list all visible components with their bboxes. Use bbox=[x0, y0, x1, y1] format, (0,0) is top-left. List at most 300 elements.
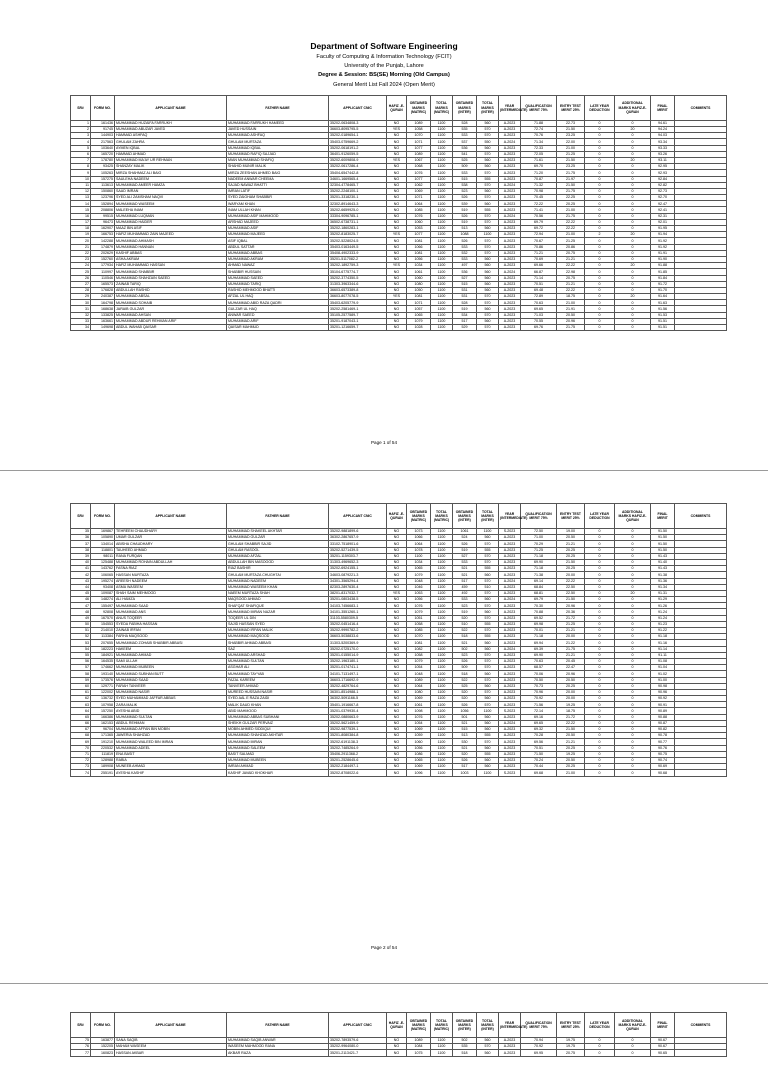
cell-test-merit: 21.00 bbox=[557, 300, 585, 306]
cell-sr: 20 bbox=[71, 238, 91, 244]
cell-year: A-2023 bbox=[499, 584, 521, 590]
cell-obt-inter: 533 bbox=[453, 170, 477, 176]
cell-cnic: 36603-1716692-9 bbox=[329, 677, 387, 683]
cell-tot-inter: 570 bbox=[477, 658, 499, 664]
cell-applicant-name: MUHAMMAD MUBEEN bbox=[115, 665, 227, 671]
cell-father-name: SHEIKH GULZAR PERVAIZ bbox=[227, 720, 329, 726]
cell-cnic: 35201-8080384-8 bbox=[329, 733, 387, 739]
cell-tot-inter: 1100 bbox=[477, 708, 499, 714]
cell-form-no: 174879 bbox=[91, 244, 115, 250]
cell-cnic: 35202-0725170-0 bbox=[329, 646, 387, 652]
cell-form-no: 166386 bbox=[91, 714, 115, 720]
cell-father-name: MUHAMMAD AKRAM bbox=[227, 256, 329, 262]
cell-qual-merit: 71.18 bbox=[521, 566, 557, 572]
column-header-sr: SR# bbox=[71, 1013, 91, 1038]
cell-father-name: MUHAMMAD ABBAS SUBHANI bbox=[227, 714, 329, 720]
cell-final-merit: 91.51 bbox=[651, 318, 675, 324]
cell-cnic: 35202-6659925-0 bbox=[329, 207, 387, 213]
cell-test-merit: 22.73 bbox=[557, 120, 585, 126]
cell-additional-marks: 20 bbox=[615, 590, 651, 596]
cell-obt-inter: 492 bbox=[453, 590, 477, 596]
cell-additional-marks: 0 bbox=[615, 634, 651, 640]
cell-late-deduction: 0 bbox=[585, 733, 615, 739]
cell-obt-inter: 519 bbox=[453, 609, 477, 615]
cell-hafiz: NO bbox=[387, 646, 407, 652]
cell-hafiz: YES bbox=[387, 590, 407, 596]
cell-tot-inter: 570 bbox=[477, 665, 499, 671]
cell-obt-inter: 519 bbox=[453, 306, 477, 312]
cell-additional-marks: 0 bbox=[615, 720, 651, 726]
column-header-tot-inter: TOTAL MARKS (INTER) bbox=[477, 95, 499, 120]
cell-additional-marks: 0 bbox=[615, 628, 651, 634]
cell-late-deduction: 0 bbox=[585, 646, 615, 652]
cell-obt-matric: 1068 bbox=[407, 164, 431, 170]
cell-father-name: MUHAMMAD IRFAN MALIK bbox=[227, 628, 329, 634]
cell-qual-merit: 69.94 bbox=[521, 640, 557, 646]
cell-father-name: ABDUL SATTAR bbox=[227, 244, 329, 250]
cell-obt-inter: 515 bbox=[453, 176, 477, 182]
cell-father-name: MUHAMMAD ABID RAZA QADRI bbox=[227, 300, 329, 306]
cell-final-merit: 91.92 bbox=[651, 244, 675, 250]
cell-tot-inter: 560 bbox=[477, 572, 499, 578]
cell-obt-inter: 532 bbox=[453, 250, 477, 256]
cell-final-merit: 91.64 bbox=[651, 294, 675, 300]
cell-applicant-name: MUHAMMAD ABDUR REHMAN ARIF bbox=[115, 318, 227, 324]
column-header-hafiz: HAFIZ -E-QURAN bbox=[387, 504, 407, 529]
cell-form-no: 167570 bbox=[91, 615, 115, 621]
cell-father-name: MUHAMMAD RAFIQ SAJJAD bbox=[227, 151, 329, 157]
cell-late-deduction: 0 bbox=[585, 219, 615, 225]
table-row bbox=[71, 325, 727, 331]
cell-qual-merit: 70.67 bbox=[521, 238, 557, 244]
cell-late-deduction: 0 bbox=[585, 195, 615, 201]
cell-hafiz: NO bbox=[387, 195, 407, 201]
cell-test-merit: 21.50 bbox=[557, 559, 585, 565]
cell-tot-matric: 1100 bbox=[431, 201, 453, 207]
cell-year: A-2023 bbox=[499, 566, 521, 572]
cell-tot-matric: 1100 bbox=[431, 318, 453, 324]
cell-test-merit: 20.25 bbox=[557, 764, 585, 770]
cell-qual-merit: 70.44 bbox=[521, 764, 557, 770]
cell-test-merit: 20.50 bbox=[557, 535, 585, 541]
cell-father-name: WARYAM KHAN bbox=[227, 201, 329, 207]
cell-final-merit: 90.88 bbox=[651, 714, 675, 720]
cell-tot-matric: 1100 bbox=[431, 226, 453, 232]
cell-hafiz: NO bbox=[387, 207, 407, 213]
cell-hafiz: YES bbox=[387, 157, 407, 163]
cell-obt-matric: 1065 bbox=[407, 566, 431, 572]
cell-additional-marks: 0 bbox=[615, 597, 651, 603]
cell-cnic: 31303-4969652-3 bbox=[329, 559, 387, 565]
cell-test-merit: 20.00 bbox=[557, 689, 585, 695]
cell-sr: 2 bbox=[71, 127, 91, 133]
cell-additional-marks: 0 bbox=[615, 207, 651, 213]
cell-sr: 62 bbox=[71, 696, 91, 702]
cell-obt-matric: 1066 bbox=[407, 244, 431, 250]
cell-hafiz: NO bbox=[387, 226, 407, 232]
cell-sr: 19 bbox=[71, 232, 91, 238]
cell-final-merit: 91.72 bbox=[651, 281, 675, 287]
cell-final-merit: 93.33 bbox=[651, 145, 675, 151]
cell-test-merit: 20.25 bbox=[557, 547, 585, 553]
cell-sr: 6 bbox=[71, 151, 91, 157]
cell-test-merit: 21.21 bbox=[557, 628, 585, 634]
cell-sr: 13 bbox=[71, 195, 91, 201]
cell-test-merit: 20.25 bbox=[557, 201, 585, 207]
cell-additional-marks: 0 bbox=[615, 671, 651, 677]
cell-hafiz: NO bbox=[387, 603, 407, 609]
cell-tot-matric: 1100 bbox=[431, 553, 453, 559]
cell-obt-inter: 527 bbox=[453, 553, 477, 559]
cell-tot-matric: 1100 bbox=[431, 207, 453, 213]
cell-test-merit: 22.22 bbox=[557, 720, 585, 726]
cell-test-merit: 20.45 bbox=[557, 658, 585, 664]
cell-qual-merit: 71.50 bbox=[521, 751, 557, 757]
cell-late-deduction: 0 bbox=[585, 671, 615, 677]
cell-sr: 51 bbox=[71, 628, 91, 634]
cell-obt-matric: 1080 bbox=[407, 281, 431, 287]
cell-tot-inter: 570 bbox=[477, 603, 499, 609]
cell-tot-inter: 560 bbox=[477, 281, 499, 287]
cell-tot-matric: 1100 bbox=[431, 238, 453, 244]
cell-applicant-name: MUHAMMAD SHAHZAIN SAEED bbox=[115, 275, 227, 281]
cell-cnic: 36603-5038833-6 bbox=[329, 634, 387, 640]
cell-tot-inter: 560 bbox=[477, 714, 499, 720]
cell-qual-merit: 68.84 bbox=[521, 584, 557, 590]
cell-sr: 58 bbox=[71, 671, 91, 677]
cell-obt-inter: 529 bbox=[453, 325, 477, 331]
cell-obt-inter: 517 bbox=[453, 578, 477, 584]
cell-tot-matric: 1100 bbox=[431, 621, 453, 627]
cell-form-no: 123796 bbox=[91, 195, 115, 201]
cell-hafiz: NO bbox=[387, 219, 407, 225]
cell-cnic: 35202-1892759-3 bbox=[329, 263, 387, 269]
cell-applicant-name: UMAR GULZAR bbox=[115, 535, 227, 541]
cell-hafiz: NO bbox=[387, 238, 407, 244]
cell-father-name: MOBIN AHMED SIDDIQUI bbox=[227, 727, 329, 733]
column-header-obt-inter: OBTAINED MARKS (INTER) bbox=[453, 95, 477, 120]
cell-sr: 35 bbox=[71, 529, 91, 535]
cell-tot-matric: 1100 bbox=[431, 127, 453, 133]
cell-additional-marks: 0 bbox=[615, 739, 651, 745]
cell-hafiz: NO bbox=[387, 702, 407, 708]
cell-hafiz: NO bbox=[387, 708, 407, 714]
cell-tot-inter: 570 bbox=[477, 151, 499, 157]
cell-additional-marks: 20 bbox=[615, 127, 651, 133]
cell-test-merit: 20.25 bbox=[557, 566, 585, 572]
cell-sr: 18 bbox=[71, 226, 91, 232]
cell-father-name: SHABBIR HUSSAIN bbox=[227, 269, 329, 275]
cell-tot-matric: 1100 bbox=[431, 628, 453, 634]
cell-obt-matric: 1081 bbox=[407, 640, 431, 646]
cell-applicant-name: MUHAMMAD MA'AY UR REHMAN bbox=[115, 157, 227, 163]
cell-father-name: SAJAD NAWAZ BHATTI bbox=[227, 182, 329, 188]
column-header-obt-matric: OBTAINED MARKS (MATRIC) bbox=[407, 95, 431, 120]
cell-obt-matric: 1069 bbox=[407, 727, 431, 733]
cell-hafiz: NO bbox=[387, 1050, 407, 1056]
cell-tot-matric: 1100 bbox=[431, 170, 453, 176]
cell-tot-matric: 1100 bbox=[431, 770, 453, 776]
cell-father-name: SAZ bbox=[227, 646, 329, 652]
merit-table bbox=[70, 95, 727, 331]
cell-father-name: ASIF IQBAL bbox=[227, 238, 329, 244]
cell-additional-marks: 0 bbox=[615, 287, 651, 293]
cell-obt-matric: 1060 bbox=[407, 275, 431, 281]
cell-father-name: MIAN MUHAMMAD SHAFIQ bbox=[227, 157, 329, 163]
cell-tot-inter: 570 bbox=[477, 244, 499, 250]
cell-additional-marks: 0 bbox=[615, 683, 651, 689]
cell-late-deduction: 0 bbox=[585, 652, 615, 658]
cell-final-merit: 92.84 bbox=[651, 176, 675, 182]
cell-applicant-name: MAHAM WASEEM bbox=[115, 1044, 227, 1050]
merit-list-title: General Merit List Fall 2024 (Open Merit) bbox=[333, 81, 435, 88]
cell-obt-inter: 519 bbox=[453, 207, 477, 213]
cell-obt-matric: 1034 bbox=[407, 263, 431, 269]
cell-obt-inter: 521 bbox=[453, 640, 477, 646]
cell-test-merit: 20.50 bbox=[557, 677, 585, 683]
cell-obt-matric: 1064 bbox=[407, 683, 431, 689]
cell-additional-marks: 0 bbox=[615, 547, 651, 553]
cell-form-no: 109087 bbox=[91, 590, 115, 596]
cell-sr: 17 bbox=[71, 219, 91, 225]
cell-tot-inter: 1100 bbox=[477, 529, 499, 535]
cell-cnic: 35202-6009808-9 bbox=[329, 157, 387, 163]
cell-sr: 49 bbox=[71, 615, 91, 621]
cell-applicant-name: HAMMAD ASHFAQ bbox=[115, 133, 227, 139]
cell-tot-matric: 1100 bbox=[431, 306, 453, 312]
cell-hafiz: NO bbox=[387, 733, 407, 739]
cell-year: A-2023 bbox=[499, 1038, 521, 1044]
cell-cnic: 31303-3963344-6 bbox=[329, 281, 387, 287]
cell-additional-marks: 0 bbox=[615, 609, 651, 615]
cell-father-name: MUHAMMAD SAEED bbox=[227, 275, 329, 281]
cell-tot-matric: 1100 bbox=[431, 133, 453, 139]
cell-tot-matric: 1100 bbox=[431, 603, 453, 609]
cell-qual-merit: 70.55 bbox=[521, 318, 557, 324]
cell-applicant-name: SHANZAY MALIK bbox=[115, 164, 227, 170]
cell-form-no: 160823 bbox=[91, 1050, 115, 1056]
cell-applicant-name: FARHA MAQSOOD bbox=[115, 634, 227, 640]
cell-test-merit: 22.98 bbox=[557, 269, 585, 275]
page-separator bbox=[0, 470, 768, 471]
cell-final-merit: 90.67 bbox=[651, 1038, 675, 1044]
cell-late-deduction: 0 bbox=[585, 1038, 615, 1044]
cell-cnic: 35408-4902333-9 bbox=[329, 250, 387, 256]
column-header-sr: SR# bbox=[71, 95, 91, 120]
column-header-comments: COMMENTS bbox=[675, 95, 727, 120]
cell-form-no: 193140 bbox=[91, 671, 115, 677]
cell-final-merit: 90.77 bbox=[651, 739, 675, 745]
cell-hafiz: NO bbox=[387, 578, 407, 584]
cell-test-merit: 21.97 bbox=[557, 176, 585, 182]
cell-obt-matric: 1065 bbox=[407, 312, 431, 318]
cell-obt-matric: 1078 bbox=[407, 547, 431, 553]
cell-final-merit: 93.34 bbox=[651, 139, 675, 145]
cell-late-deduction: 0 bbox=[585, 207, 615, 213]
cell-hafiz: NO bbox=[387, 683, 407, 689]
cell-test-merit: 22.00 bbox=[557, 139, 585, 145]
cell-cnic: 36302-5091166-5 bbox=[329, 696, 387, 702]
cell-test-merit: 21.75 bbox=[557, 325, 585, 331]
cell-form-no: 217563 bbox=[91, 139, 115, 145]
cell-hafiz: NO bbox=[387, 764, 407, 770]
cell-year: A-2023 bbox=[499, 312, 521, 318]
cell-hafiz: NO bbox=[387, 287, 407, 293]
cell-additional-marks: 0 bbox=[615, 195, 651, 201]
column-header-late-deduction: LATE YEAR DEDUCTION bbox=[585, 504, 615, 529]
cell-sr: 66 bbox=[71, 720, 91, 726]
cell-applicant-name: ZARA MALIK bbox=[115, 702, 227, 708]
cell-year: A-2023 bbox=[499, 553, 521, 559]
cell-cnic: 35202-5228024-5 bbox=[329, 238, 387, 244]
cell-applicant-name: MUHAMMAD WASEEM bbox=[115, 201, 227, 207]
cell-cnic: 35202-0634808-3 bbox=[329, 120, 387, 126]
cell-final-merit: 90.96 bbox=[651, 689, 675, 695]
cell-tot-matric: 1100 bbox=[431, 757, 453, 763]
cell-late-deduction: 0 bbox=[585, 306, 615, 312]
cell-test-merit: 21.00 bbox=[557, 232, 585, 238]
cell-obt-inter: 526 bbox=[453, 541, 477, 547]
cell-father-name: MUHAMMAD GULZAR bbox=[227, 535, 329, 541]
cell-tot-inter: 555 bbox=[477, 566, 499, 572]
cell-applicant-name: MUHAMMAD ROHAIN ABDULLAH bbox=[115, 559, 227, 565]
cell-qual-merit: 71.14 bbox=[521, 275, 557, 281]
cell-late-deduction: 0 bbox=[585, 318, 615, 324]
cell-obt-inter: 533 bbox=[453, 559, 477, 565]
cell-obt-matric: 1080 bbox=[407, 689, 431, 695]
cell-obt-matric: 1076 bbox=[407, 603, 431, 609]
cell-late-deduction: 0 bbox=[585, 689, 615, 695]
cell-tot-matric: 1100 bbox=[431, 708, 453, 714]
cell-applicant-name: MUHAMMAD AMEER HAMZA bbox=[115, 182, 227, 188]
cell-additional-marks: 0 bbox=[615, 621, 651, 627]
cell-obt-matric: 1073 bbox=[407, 529, 431, 535]
cell-year: A-2023 bbox=[499, 151, 521, 157]
cell-late-deduction: 0 bbox=[585, 559, 615, 565]
cell-test-merit: 19.75 bbox=[557, 1038, 585, 1044]
cell-form-no: 136732 bbox=[91, 696, 115, 702]
cell-obt-matric: 1085 bbox=[407, 207, 431, 213]
cell-tot-inter: 560 bbox=[477, 640, 499, 646]
cell-obt-matric: 1046 bbox=[407, 584, 431, 590]
cell-applicant-name: SYED ALI ZAMSHAM NAQVI bbox=[115, 195, 227, 201]
column-header-final-merit: FINAL MERIT bbox=[651, 1013, 675, 1038]
cell-obt-inter: 515 bbox=[453, 727, 477, 733]
cell-obt-matric: 1076 bbox=[407, 213, 431, 219]
cell-final-merit: 90.75 bbox=[651, 751, 675, 757]
cell-applicant-name: ABDULLAH RASHID bbox=[115, 287, 227, 293]
column-header-applicant-name: APPLICANT NAME bbox=[115, 1013, 227, 1038]
cell-year: S-2023 bbox=[499, 770, 521, 776]
cell-late-deduction: 0 bbox=[585, 702, 615, 708]
cell-sr: 70 bbox=[71, 745, 91, 751]
column-header-father-name: FATHER NAME bbox=[227, 95, 329, 120]
cell-tot-inter: 555 bbox=[477, 751, 499, 757]
cell-father-name: ABID MAHMOOD bbox=[227, 708, 329, 714]
cell-qual-merit: 71.61 bbox=[521, 157, 557, 163]
cell-obt-matric: 1066 bbox=[407, 535, 431, 541]
cell-tot-matric: 1100 bbox=[431, 151, 453, 157]
cell-qual-merit: 69.76 bbox=[521, 325, 557, 331]
cell-obt-inter: 518 bbox=[453, 671, 477, 677]
cell-final-merit: 91.94 bbox=[651, 232, 675, 238]
cell-additional-marks: 0 bbox=[615, 1050, 651, 1056]
cell-hafiz: NO bbox=[387, 566, 407, 572]
cell-test-merit: 21.00 bbox=[557, 145, 585, 151]
cell-tot-matric: 1100 bbox=[431, 646, 453, 652]
cell-form-no: 93408 bbox=[91, 584, 115, 590]
cell-form-no: 152760 bbox=[91, 256, 115, 262]
cell-obt-matric: 1071 bbox=[407, 300, 431, 306]
cell-cnic: 35404-6547442-8 bbox=[329, 170, 387, 176]
cell-cnic: 36401-9126059-5 bbox=[329, 151, 387, 157]
cell-father-name: MUHAMMAD TAYYAB bbox=[227, 671, 329, 677]
cell-sr: 69 bbox=[71, 739, 91, 745]
cell-year: A-2023 bbox=[499, 757, 521, 763]
cell-tot-inter: 560 bbox=[477, 1050, 499, 1056]
cell-cnic: 35202-2184497-1 bbox=[329, 764, 387, 770]
cell-additional-marks: 0 bbox=[615, 535, 651, 541]
cell-test-merit: 21.50 bbox=[557, 182, 585, 188]
cell-hafiz: NO bbox=[387, 727, 407, 733]
cell-test-merit: 21.72 bbox=[557, 714, 585, 720]
cell-applicant-name: MUHAMMAD SULTAN bbox=[115, 714, 227, 720]
cell-test-merit: 20.96 bbox=[557, 318, 585, 324]
cell-tot-inter: 560 bbox=[477, 164, 499, 170]
cell-father-name: TANVEER AHMAD bbox=[227, 683, 329, 689]
page-number: Page 1 of 54 bbox=[370, 440, 398, 445]
cell-sr: 34 bbox=[71, 325, 91, 331]
cell-late-deduction: 0 bbox=[585, 170, 615, 176]
cell-father-name: ARSHAD MAJEED bbox=[227, 219, 329, 225]
cell-test-merit: 21.21 bbox=[557, 256, 585, 262]
cell-obt-matric: 1079 bbox=[407, 318, 431, 324]
cell-late-deduction: 0 bbox=[585, 201, 615, 207]
cell-obt-inter: 459 bbox=[453, 584, 477, 590]
cell-qual-merit: 70.63 bbox=[521, 300, 557, 306]
column-header-father-name: FATHER NAME bbox=[227, 504, 329, 529]
cell-late-deduction: 0 bbox=[585, 584, 615, 590]
cell-applicant-name: SYED MUHAMMAD JAFFAR ABBAS bbox=[115, 696, 227, 702]
cell-late-deduction: 0 bbox=[585, 151, 615, 157]
cell-final-merit: 91.88 bbox=[651, 263, 675, 269]
merit-table bbox=[70, 503, 727, 777]
cell-applicant-name: SHAH SAIM MEHMOOD bbox=[115, 590, 227, 596]
column-header-qual-merit: QUALIFICATION MERIT 75% bbox=[521, 1013, 557, 1038]
cell-final-merit: 92.82 bbox=[651, 182, 675, 188]
cell-test-merit: 22.22 bbox=[557, 578, 585, 584]
cell-qual-merit: 72.50 bbox=[521, 529, 557, 535]
cell-additional-marks: 0 bbox=[615, 764, 651, 770]
cell-qual-merit: 70.96 bbox=[521, 689, 557, 695]
cell-obt-matric: 1077 bbox=[407, 232, 431, 238]
cell-test-merit: 20.25 bbox=[557, 683, 585, 689]
cell-tot-matric: 1100 bbox=[431, 559, 453, 565]
cell-year: A-2023 bbox=[499, 572, 521, 578]
cell-year: A-2023 bbox=[499, 603, 521, 609]
cell-cnic: 34101-3551260-1 bbox=[329, 609, 387, 615]
cell-form-no: 128988 bbox=[91, 757, 115, 763]
cell-final-merit: 91.90 bbox=[651, 256, 675, 262]
cell-late-deduction: 0 bbox=[585, 281, 615, 287]
cell-late-deduction: 0 bbox=[585, 677, 615, 683]
cell-tot-matric: 1100 bbox=[431, 219, 453, 225]
cell-qual-merit: 69.98 bbox=[521, 621, 557, 627]
cell-hafiz: NO bbox=[387, 1044, 407, 1050]
cell-sr: 46 bbox=[71, 597, 91, 603]
cell-sr: 3 bbox=[71, 133, 91, 139]
cell-applicant-name: AREESH NADEEM bbox=[115, 578, 227, 584]
